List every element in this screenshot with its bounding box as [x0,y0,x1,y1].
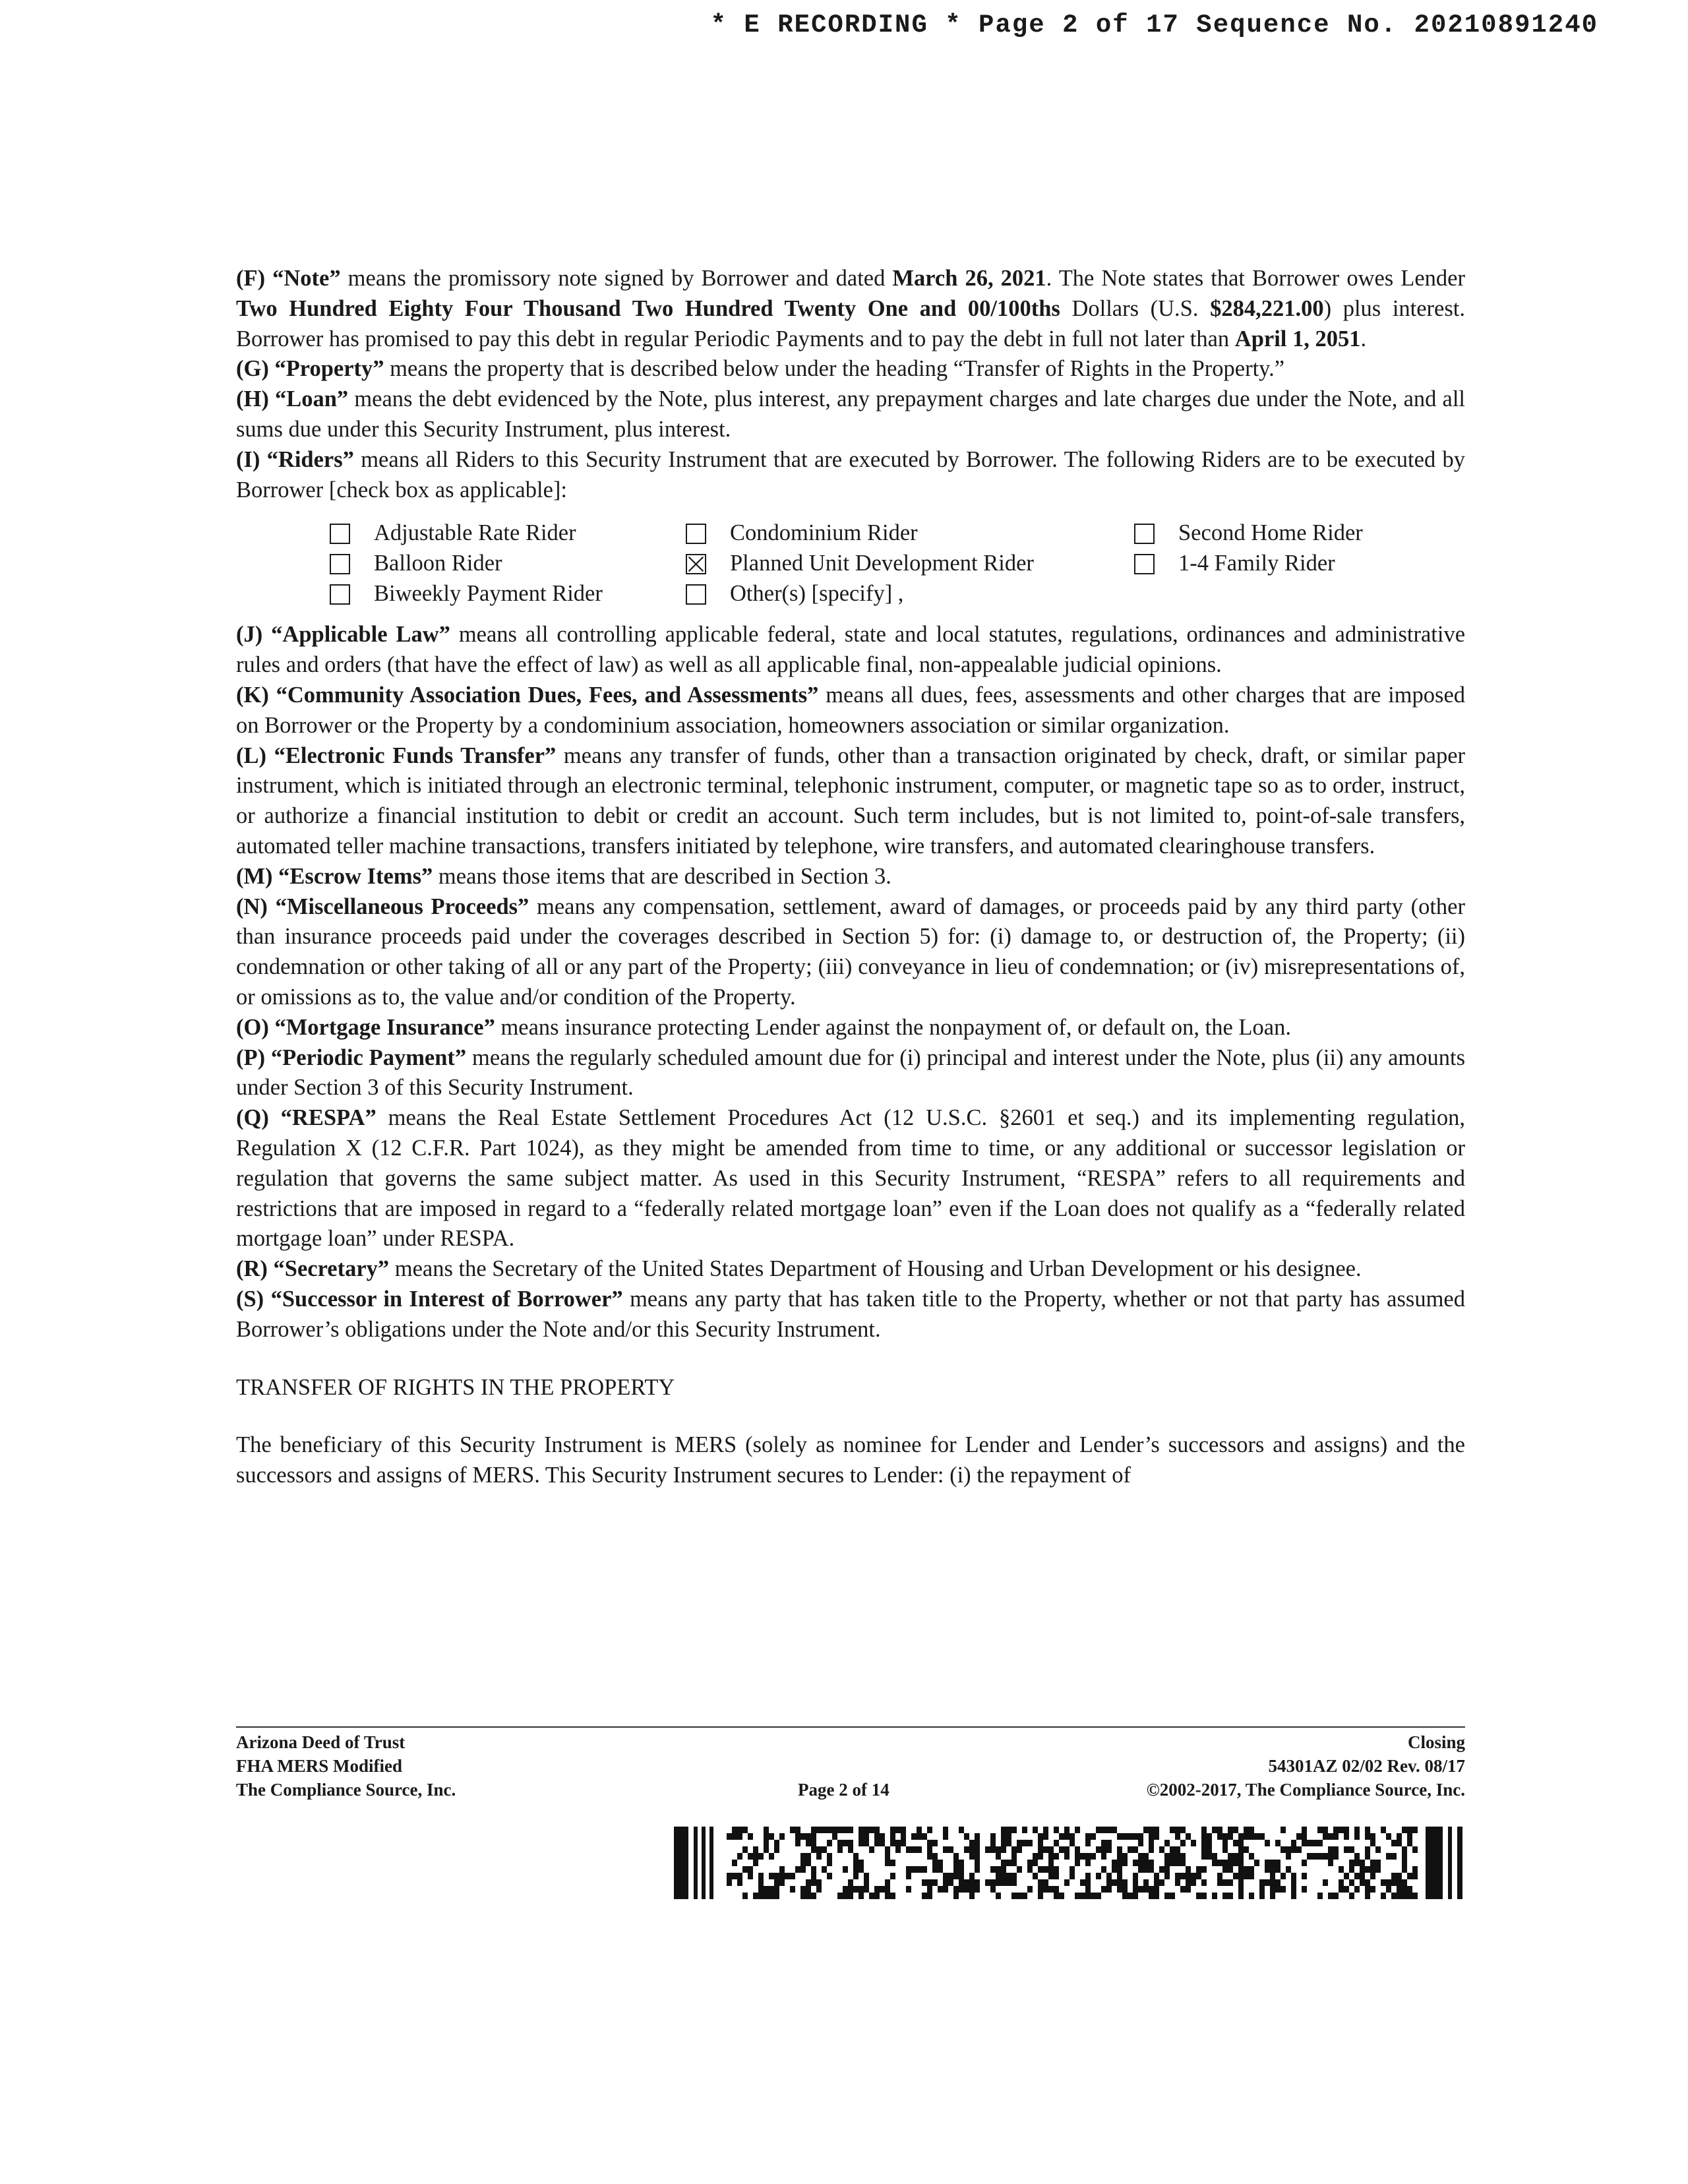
definition-text: means the Real Estate Settlement Procedures Act (12 U.S.C. §2601 et seq.) and its implementing regulation, Regulation X (12 C.F.R. Part 1024), as they might be amended from time to time, or any additional or successor legislation or regulation that governs the same subject matter. As used in this Security Instrument, “RESPA” refers to all requirements and restrictions that are imposed in regard to a “federally related mortgage loan” even if the Loan does not qualify as a “federally related mortgage loan” under RESPA. [236,1105,1466,1252]
footer-divider [236,1726,1465,1728]
definition-label: (J) “Applicable Law” [236,622,450,648]
definition-text: ) plus interest. Borrower has promised to pay this debt in regular Periodic Payments and to pay the debt in full not later than [236,295,1465,351]
rider-option [330,579,686,609]
definition-r [236,1254,1465,1285]
definition-l [236,741,1465,862]
definition-k [236,681,1465,741]
rider-checkbox[interactable] [686,524,706,544]
definition-text: means any compensation, settlement, award of damages, or proceeds paid by any third party (other than insurance proceeds paid under the coverages described in Section 5) for: (i) damage to, or destruction of, the Property; (ii) condemnation or other taking of all or any part of the Property; (iii) conveyance in lieu of condemnation; or (iv) misrepresentations of, or omissions as to, the value and/or condition of the Property. [236,894,1465,1010]
amount-figure: $284,221.00 [1210,295,1324,321]
rider-label: Condominium Rider [730,520,918,546]
definition-n [236,892,1465,1013]
definition-text: means the Secretary of the United States Department of Housing and Urban Development or his designee. [389,1256,1362,1282]
rider-label: Balloon Rider [374,551,502,576]
definition-text: means any transfer of funds, other than a transaction originated by check, draft, or similar paper instrument, which is initiated through an electronic terminal, telephonic instrument, computer, or magnetic tape so as to order, instruct, or authorize a financial institution to debit or credit an account. Such term includes, but is not limited to, point-of-sale transfers, automated teller machine transactions, transfers initiated by telephone, wire transfers, and automated clearinghouse transfers. [236,743,1465,859]
barcode-image [674,1827,1465,1899]
rider-option [330,518,686,549]
transfer-text: The beneficiary of this Security Instrument is MERS (solely as nominee for Lender and Lender’s successors and assigns) and the successors and assigns of MERS. This Security Instrument secures to Lender: (i) the repayment of [236,1432,1465,1488]
rider-checkbox[interactable] [330,584,350,605]
footer-form-info [236,1730,456,1802]
transfer-heading: TRANSFER OF RIGHTS IN THE PROPERTY [236,1374,675,1400]
definition-text: Dollars (U.S. [1060,295,1211,321]
definition-text: means all dues, fees, assessments and other charges that are imposed on Borrower or the Property by a condominium association, homeowners association or similar organization. [236,682,1466,738]
rider-label: Second Home Rider [1178,520,1363,546]
rider-checkbox[interactable] [1134,524,1155,544]
definition-label: (N) “Miscellaneous Proceeds” [236,894,529,919]
rider-label: Biweekly Payment Rider [374,581,603,607]
footer-publisher: The Compliance Source, Inc. [236,1780,456,1800]
definition-m [236,862,1465,892]
definition-label: (F) “Note” [236,266,341,291]
riders-checklist [330,518,1465,609]
document-body [236,264,1465,1491]
definition-text: . The Note states that Borrower owes Lender [1046,266,1465,291]
footer-page-number: Page 2 of 14 [798,1780,889,1800]
definition-label: (O) “Mortgage Insurance” [236,1014,495,1040]
definition-label: (R) “Secretary” [236,1256,390,1282]
definition-text: means the debt evidenced by the Note, plus interest, any prepayment charges and late charges due under the Note, and all sums due under this Security Instrument, plus interest. [236,386,1466,442]
rider-option [1134,549,1464,579]
rider-checkbox[interactable] [330,554,350,574]
definition-label: (H) “Loan” [236,386,349,412]
definition-text: means the regularly scheduled amount due for (i) principal and interest under the Note, plus (ii) any amounts under Section 3 of this Security Instrument. [236,1045,1465,1101]
definition-text: means the promissory note signed by Borrower and dated [340,266,893,291]
rider-option [686,579,1134,609]
rider-checkbox[interactable] [330,524,350,544]
rider-option [686,518,1134,549]
recording-stamp: * E RECORDING * Page 2 of 17 Sequence No. 20210891240 [710,11,1598,40]
definition-text: means insurance protecting Lender against the nonpayment of, or default on, the Loan. [495,1014,1291,1040]
definition-g [236,354,1465,384]
footer-form-meta [1147,1730,1465,1802]
rider-checkbox[interactable] [686,554,706,574]
definition-text: means any party that has taken title to the Property, whether or not that party has assumed Borrower’s obligations under the Note and/or this Security Instrument. [236,1286,1465,1342]
definition-label: (M) “Escrow Items” [236,863,433,889]
definition-q [236,1103,1465,1254]
rider-label: 1-4 Family Rider [1178,551,1335,576]
definition-j [236,620,1465,681]
rider-checkbox[interactable] [686,584,706,605]
rider-option [686,549,1134,579]
rider-option [1134,518,1464,549]
footer-form-title: Arizona Deed of Trust [236,1732,406,1752]
footer-stage: Closing [1407,1732,1465,1752]
footer-copyright: ©2002-2017, The Compliance Source, Inc. [1146,1780,1465,1800]
definition-text: means all Riders to this Security Instrument that are executed by Borrower. The following Riders are to be executed by Borrower [check box as applicable]: [236,446,1465,502]
rider-option [330,549,686,579]
footer-form-number: 54301AZ 02/02 Rev. 08/17 [1268,1756,1465,1776]
definition-text: means the property that is described below under the heading “Transfer of Rights in the Property.” [384,356,1285,382]
footer-form-variant: FHA MERS Modified [236,1756,403,1776]
definition-s [236,1285,1465,1345]
rider-label: Planned Unit Development Rider [730,551,1034,576]
note-date: March 26, 2021 [892,266,1046,291]
definition-o [236,1013,1465,1043]
definition-label: (G) “Property” [236,356,384,382]
definition-text: means those items that are described in Section 3. [433,863,891,889]
definition-label: (L) “Electronic Funds Transfer” [236,743,557,768]
maturity-date: April 1, 2051 [1234,326,1361,351]
definition-text: means all controlling applicable federal, state and local statutes, regulations, ordinances and administrative rules and orders (that have the effect of law) as well as all applicable final, non-appealable judicial opinions. [236,622,1466,678]
definition-text: . [1360,326,1367,351]
definition-i [236,445,1465,506]
rider-checkbox[interactable] [1134,554,1155,574]
definition-label: (P) “Periodic Payment” [236,1045,467,1070]
definition-label: (Q) “RESPA” [236,1105,377,1131]
definition-p [236,1043,1465,1104]
amount-words: Two Hundred Eighty Four Thousand Two Hundred Twenty One and 00/100ths [236,295,1060,321]
rider-label: Other(s) [specify] , [730,581,904,607]
definition-label: (I) “Riders” [236,446,354,472]
rider-label: Adjustable Rate Rider [374,520,576,546]
definition-h [236,384,1465,445]
definition-f [236,264,1465,354]
definition-label: (S) “Successor in Interest of Borrower” [236,1286,623,1312]
definition-label: (K) “Community Association Dues, Fees, and Assessments” [236,682,819,708]
